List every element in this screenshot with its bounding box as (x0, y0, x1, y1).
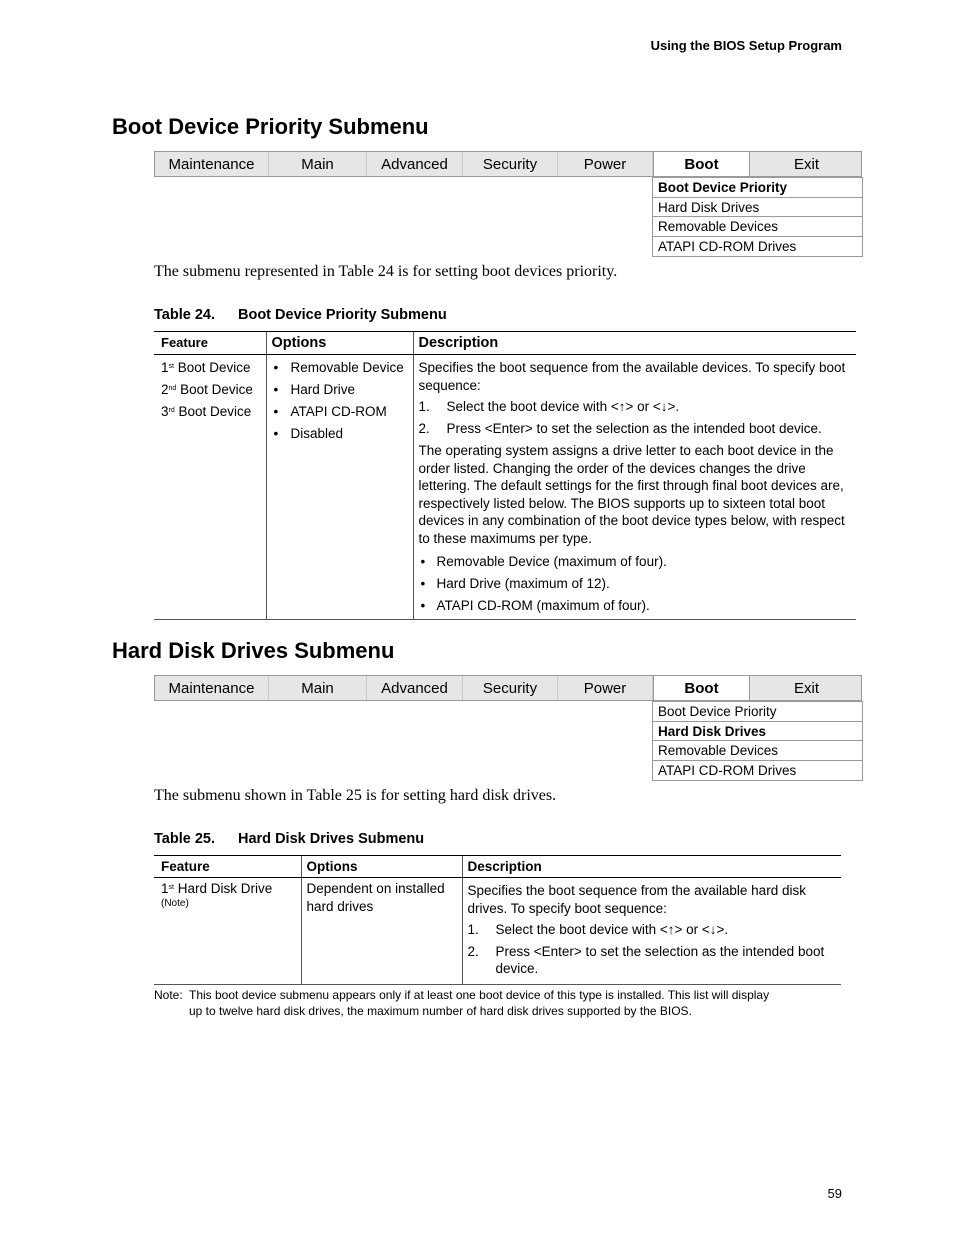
column-header-options: Options (301, 856, 462, 878)
hard-disk-drives-table (154, 855, 841, 985)
menu-boot: Boot (653, 152, 750, 176)
submenu-item-boot-device-priority: Boot Device Priority (653, 702, 862, 722)
column-header-feature: Feature (154, 332, 266, 355)
column-header-description: Description (462, 856, 841, 878)
menu-security: Security (463, 676, 558, 700)
step-item: 2. Press <Enter> to set the selection as the intended boot device. (418, 421, 822, 436)
table-title: Hard Disk Drives Submenu (238, 831, 425, 847)
description-cell (413, 355, 856, 620)
submenu-item-removable-devices: Removable Devices (653, 217, 862, 237)
description-paragraph: The operating system assigns a drive letter to each boot device in the order listed. Changing the order of the devices changes the drive lettering. The default settings for the first through final boot devices are, respectively listed below. The BIOS supports up to sixteen total boot devices in any combination of the boot device types below, with respect to these maximums per type. (418, 443, 845, 546)
menu-advanced: Advanced (367, 152, 463, 176)
menu-maintenance: Maintenance (155, 676, 269, 700)
description-intro: Specifies the boot sequence from the available hard disk drives. To specify boot sequence: (467, 883, 806, 916)
description-cell (462, 878, 841, 985)
intro-paragraph: The submenu represented in Table 24 is for setting boot devices priority. (154, 263, 618, 280)
table-title: Boot Device Priority Submenu (238, 307, 447, 323)
table-caption (154, 307, 447, 323)
note-label: Note: (154, 988, 183, 1002)
submenu-item-removable-devices: Removable Devices (653, 741, 862, 761)
options-cell (301, 878, 462, 985)
option-item: • Hard Drive (273, 382, 356, 397)
feature-cell (154, 878, 301, 985)
submenu-item-boot-device-priority: Boot Device Priority (653, 178, 862, 198)
table-number: Table 25. (154, 831, 215, 847)
page-number: 59 (827, 1186, 842, 1201)
feature-item: 3rd Boot Device (161, 404, 252, 419)
bios-menu-bar (154, 675, 862, 701)
table-number: Table 24. (154, 307, 215, 323)
column-header-options: Options (266, 332, 413, 355)
max-item: • ATAPI CD-ROM (maximum of four). (420, 598, 650, 613)
menu-power: Power (558, 152, 653, 176)
section-heading-hard-disk-drives: Hard Disk Drives Submenu (112, 638, 395, 663)
running-header: Using the BIOS Setup Program (650, 38, 842, 53)
boot-device-priority-table (154, 331, 856, 620)
menu-advanced: Advanced (367, 676, 463, 700)
description-intro: Specifies the boot sequence from the available devices. To specify boot sequence: (418, 360, 846, 393)
option-item: • Disabled (273, 426, 344, 441)
menu-boot: Boot (653, 676, 750, 700)
feature-item: 1st Boot Device (161, 360, 251, 375)
menu-main: Main (269, 676, 367, 700)
menu-power: Power (558, 676, 653, 700)
step-item: 1. Select the boot device with <↑> or <↓>. (467, 922, 729, 937)
submenu-item-hard-disk-drives: Hard Disk Drives (653, 722, 862, 742)
feature-item: 2nd Boot Device (161, 382, 253, 397)
bios-menu-bar (154, 151, 862, 177)
menu-main: Main (269, 152, 367, 176)
table-caption (154, 831, 424, 847)
column-header-description: Description (413, 332, 856, 355)
option-item: • ATAPI CD-ROM (273, 404, 387, 419)
menu-exit: Exit (793, 155, 819, 173)
option-item: • Removable Device (273, 360, 404, 375)
intro-paragraph: The submenu shown in Table 25 is for setting hard disk drives. (154, 787, 557, 804)
note-text: This boot device submenu appears only if at least one boot device of this type is installed. This list will display up to twelve hard disk drives, the maximum number of hard disk drives supported by the BIOS. (189, 988, 770, 1018)
table-note (154, 987, 774, 1019)
submenu-item-hard-disk-drives: Hard Disk Drives (653, 198, 862, 218)
boot-submenu (652, 701, 863, 781)
submenu-item-atapi-cdrom-drives: ATAPI CD-ROM Drives (658, 762, 797, 778)
option-item: Dependent on installed hard drives (306, 881, 445, 914)
menu-exit: Exit (793, 679, 819, 697)
menu-security: Security (463, 152, 558, 176)
column-header-feature: Feature (154, 856, 301, 878)
step-item: 1. Select the boot device with <↑> or <↓>. (418, 399, 680, 414)
menu-maintenance: Maintenance (155, 152, 269, 176)
max-item: • Hard Drive (maximum of 12). (420, 576, 610, 591)
options-cell (266, 355, 413, 620)
submenu-item-atapi-cdrom-drives: ATAPI CD-ROM Drives (658, 238, 797, 254)
feature-item: 1st Hard Disk Drive (161, 881, 273, 896)
boot-submenu (652, 177, 863, 257)
feature-cell (154, 355, 266, 620)
feature-note-ref: (Note) (161, 898, 189, 909)
max-item: • Removable Device (maximum of four). (420, 554, 667, 569)
step-item: 2. Press <Enter> to set the selection as the intended boot device. (467, 944, 825, 976)
section-heading-boot-device-priority: Boot Device Priority Submenu (112, 114, 429, 139)
